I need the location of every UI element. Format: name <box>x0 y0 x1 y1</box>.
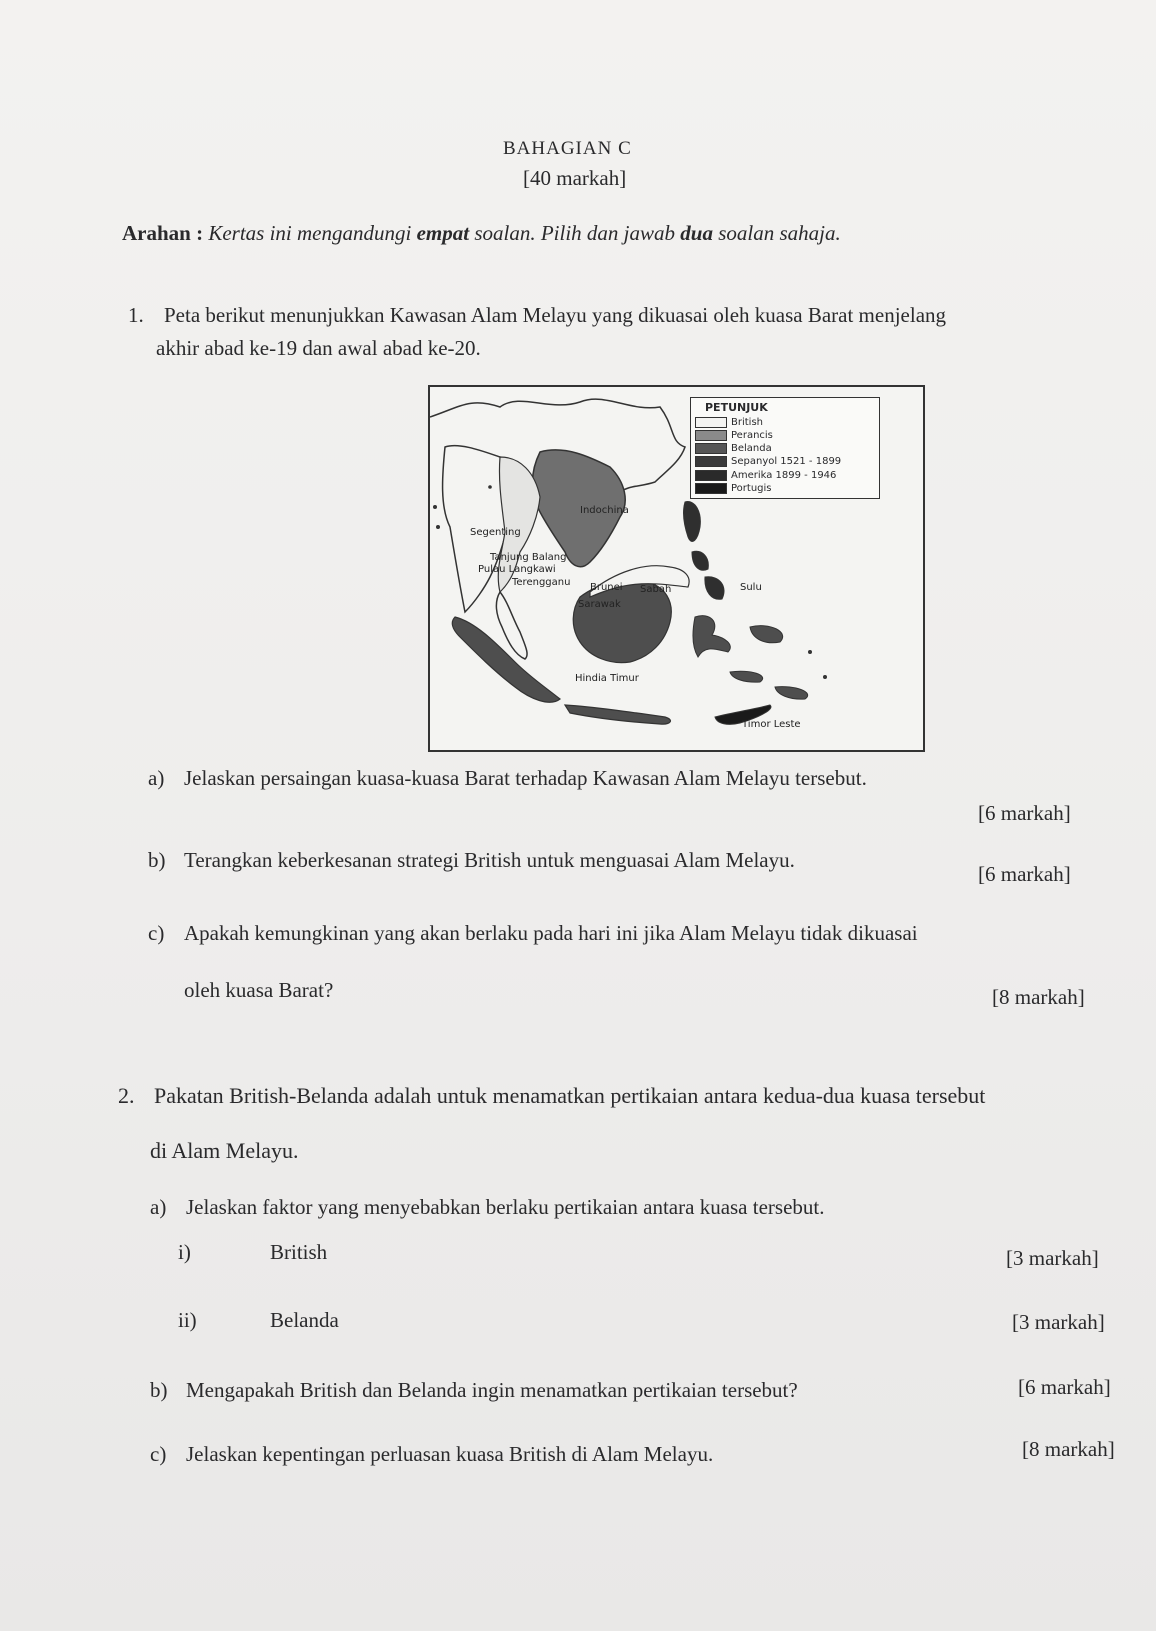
legend-label: Amerika 1899 - 1946 <box>731 469 837 481</box>
q2-intro-line2: di Alam Melayu. <box>150 1138 299 1163</box>
section-total-marks: [40 markah] <box>523 166 627 190</box>
sulawesi-shape <box>693 616 730 657</box>
q2b-text: Mengapakah British dan Belanda ingin menamatkan pertikaian tersebut? <box>186 1378 798 1402</box>
legend-label: Belanda <box>731 442 772 454</box>
legend-row-british <box>695 416 763 428</box>
q1b-line <box>148 848 795 873</box>
q1b-marks: [6 markah] <box>978 862 1071 886</box>
instruction-text-e: soalan sahaja. <box>718 221 841 245</box>
q2a-ii-label: ii) <box>178 1308 197 1332</box>
instruction-text-a: Kertas ini mengandungi <box>208 221 412 245</box>
q2b-line <box>150 1378 798 1403</box>
legend-swatch <box>695 470 727 481</box>
legend-row-sepanyol <box>695 455 841 467</box>
legend-swatch <box>695 417 727 428</box>
map-label-indochina: Indochina <box>580 505 629 516</box>
q2a-i-label: i) <box>178 1240 191 1264</box>
legend-label: British <box>731 416 763 428</box>
island-dot <box>808 650 812 654</box>
map-label-langkawi: Pulau Langkawi <box>478 564 556 575</box>
legend-swatch <box>695 456 727 467</box>
legend-row-portugis <box>695 482 772 494</box>
q1c-text-line1: Apakah kemungkinan yang akan berlaku pada hari ini jika Alam Melayu tidak dikuasai <box>184 921 918 945</box>
q1a-text: Jelaskan persaingan kuasa-kuasa Barat terhadap Kawasan Alam Melayu tersebut. <box>184 766 867 790</box>
q2c-text: Jelaskan kepentingan perluasan kuasa British di Alam Melayu. <box>186 1442 714 1466</box>
q2c-line <box>150 1442 713 1467</box>
legend-label: Sepanyol 1521 - 1899 <box>731 455 842 467</box>
q2a-i-text: British <box>270 1240 328 1264</box>
legend-swatch <box>695 430 727 441</box>
map-label-sarawak: Sarawak <box>578 599 621 610</box>
q1c-marks: [8 markah] <box>992 985 1085 1009</box>
legend-row-perancis <box>695 429 773 441</box>
q2-text-line1: Pakatan British-Belanda adalah untuk menamatkan pertikaian antara kedua-dua kuasa tersebut <box>154 1083 986 1108</box>
instruction-label: Arahan : <box>122 221 204 245</box>
eastern-islands-shape <box>730 626 808 699</box>
q1c-line1 <box>148 921 918 946</box>
q2-intro-line1 <box>118 1083 985 1109</box>
q2a-label: a) <box>150 1195 167 1219</box>
map-label-sabah: Sabah <box>640 584 672 595</box>
q1-number: 1. <box>128 303 144 327</box>
legend-row-amerika <box>695 469 836 481</box>
island-dot <box>433 505 437 509</box>
instruction-text-b: empat <box>416 221 470 245</box>
legend-title: PETUNJUK <box>705 401 768 414</box>
philippines-shape <box>684 502 724 600</box>
instruction-text-c: soalan. Pilih dan jawab <box>474 221 676 245</box>
q2-number: 2. <box>118 1083 135 1108</box>
q2c-label: c) <box>150 1442 167 1466</box>
legend-swatch <box>695 443 727 454</box>
q2a-ii-marks: [3 markah] <box>1012 1310 1105 1334</box>
island-dot <box>436 525 440 529</box>
map-label-terengganu: Terengganu <box>512 577 571 588</box>
q1a-marks: [6 markah] <box>978 801 1071 825</box>
q1a-line <box>148 766 867 791</box>
q2b-label: b) <box>150 1378 168 1402</box>
map-label-brunei: Brunei <box>590 582 623 593</box>
map-label-sulu: Sulu <box>740 582 762 593</box>
q1-intro-line2: akhir abad ke-19 dan awal abad ke-20. <box>156 336 481 360</box>
q2a-i-marks: [3 markah] <box>1006 1246 1099 1270</box>
q2b-marks: [6 markah] <box>1018 1375 1111 1399</box>
q1b-label: b) <box>148 848 166 872</box>
island-dot <box>488 485 492 489</box>
map-label-tanjung: Tanjung Balang <box>490 552 567 563</box>
q1c-line2: oleh kuasa Barat? <box>184 978 334 1002</box>
map-label-segenting: Segenting <box>470 527 521 538</box>
q2a-text: Jelaskan faktor yang menyebabkan berlaku pertikaian antara kuasa tersebut. <box>186 1195 825 1219</box>
map-label-timor-leste: Timor Leste <box>742 719 801 730</box>
q2a-ii-text: Belanda <box>270 1308 339 1332</box>
instruction-line <box>122 221 841 246</box>
q2c-marks: [8 markah] <box>1022 1437 1115 1461</box>
map-legend <box>690 397 880 499</box>
legend-swatch <box>695 483 727 494</box>
instruction-text-d: dua <box>680 221 713 245</box>
colonial-map <box>428 385 925 752</box>
legend-row-belanda <box>695 442 772 454</box>
q1-text-line1: Peta berikut menunjukkan Kawasan Alam Melayu yang dikuasai oleh kuasa Barat menjelang <box>164 303 947 327</box>
q1-intro-line1 <box>128 303 946 328</box>
q1a-label: a) <box>148 766 165 790</box>
section-title: BAHAGIAN C <box>503 138 632 159</box>
java-shape <box>565 705 670 724</box>
q2a-line <box>150 1195 824 1220</box>
q1b-text: Terangkan keberkesanan strategi British untuk menguasai Alam Melayu. <box>184 848 795 872</box>
legend-label: Portugis <box>731 482 772 494</box>
map-label-hindia-timur: Hindia Timur <box>575 673 639 684</box>
island-dot <box>823 675 827 679</box>
legend-label: Perancis <box>731 429 773 441</box>
q1c-label: c) <box>148 921 165 945</box>
